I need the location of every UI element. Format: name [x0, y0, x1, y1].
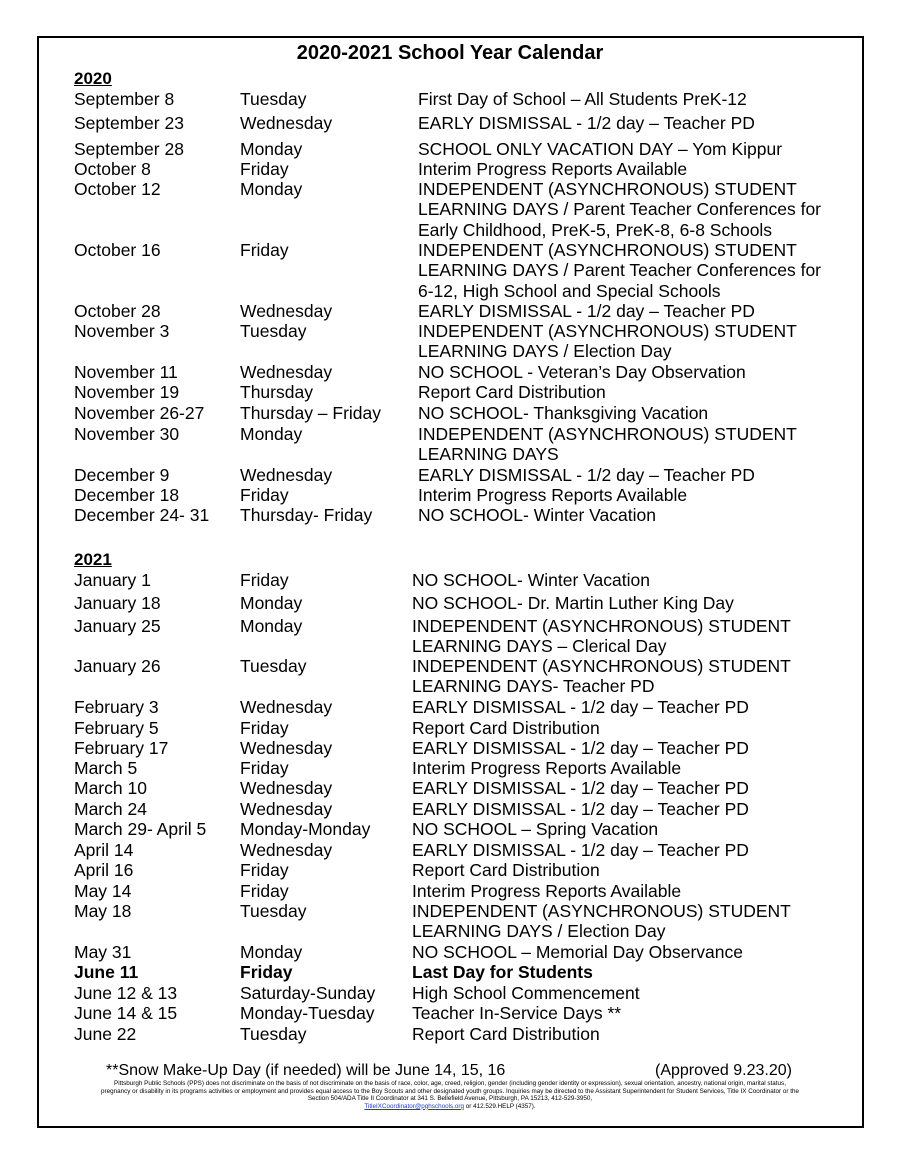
row-description: INDEPENDENT (ASYNCHRONOUS) STUDENT LEARNING DAYS — [418, 424, 797, 465]
row-day: Wednesday — [240, 840, 333, 860]
row-description: NO SCHOOL- Dr. Martin Luther King Day — [412, 593, 734, 613]
row-day: Tuesday — [240, 901, 307, 921]
row-date: June 14 & 15 — [74, 1003, 178, 1023]
row-day: Monday — [240, 942, 303, 962]
snow-makeup-note: **Snow Make-Up Day (if needed) will be June 14, 15, 16 — [106, 1062, 506, 1079]
row-date: January 1 — [74, 570, 151, 590]
row-day: Monday — [240, 139, 303, 159]
row-description: EARLY DISMISSAL - 1/2 day – Teacher PD — [412, 840, 749, 860]
non-discrimination-notice — [100, 1080, 800, 1110]
row-description: EARLY DISMISSAL - 1/2 day – Teacher PD — [418, 465, 755, 485]
row-day: Monday-Monday — [240, 819, 371, 839]
row-description: INDEPENDENT (ASYNCHRONOUS) STUDENT LEARNING DAYS / Election Day — [412, 901, 791, 942]
row-description: EARLY DISMISSAL - 1/2 day – Teacher PD — [412, 738, 749, 758]
row-day: Monday — [240, 179, 303, 199]
row-day: Thursday — [240, 382, 313, 402]
row-day: Monday — [240, 593, 303, 613]
row-description: Interim Progress Reports Available — [412, 758, 682, 778]
row-date: November 3 — [74, 321, 170, 341]
row-date: March 29- April 5 — [74, 819, 207, 839]
row-date: October 12 — [74, 179, 161, 199]
row-description: EARLY DISMISSAL - 1/2 day – Teacher PD — [412, 697, 749, 717]
row-day: Thursday – Friday — [240, 403, 382, 423]
row-description: High School Commencement — [412, 983, 640, 1003]
row-day: Monday — [240, 616, 303, 636]
row-description: Interim Progress Reports Available — [418, 485, 688, 505]
row-date: November 11 — [74, 362, 178, 382]
row-day: Monday — [240, 424, 303, 444]
row-description: Interim Progress Reports Available — [412, 881, 682, 901]
row-description: NO SCHOOL - Veteran’s Day Observation — [418, 362, 746, 382]
row-day: Tuesday — [240, 656, 307, 676]
page-title: 2020-2021 School Year Calendar — [296, 42, 604, 64]
row-description: EARLY DISMISSAL - 1/2 day – Teacher PD — [418, 113, 755, 133]
row-day: Wednesday — [240, 113, 333, 133]
row-description: NO SCHOOL- Winter Vacation — [412, 570, 650, 590]
row-date: June 11 — [74, 962, 139, 982]
row-description: Last Day for Students — [412, 962, 593, 982]
row-day: Tuesday — [240, 1024, 307, 1044]
row-description: INDEPENDENT (ASYNCHRONOUS) STUDENT LEARNING DAYS – Clerical Day — [412, 616, 791, 657]
help-phone-text: or 412.529.HELP (4357). — [465, 1102, 536, 1110]
approval-date: (Approved 9.23.20) — [655, 1062, 792, 1079]
row-date: October 8 — [74, 159, 151, 179]
row-description: SCHOOL ONLY VACATION DAY – Yom Kippur — [418, 139, 783, 159]
row-day: Wednesday — [240, 799, 333, 819]
row-day: Friday — [240, 570, 289, 590]
row-day: Monday-Tuesday — [240, 1003, 375, 1023]
row-day: Thursday- Friday — [240, 505, 373, 525]
row-description: Report Card Distribution — [418, 382, 606, 402]
row-description: INDEPENDENT (ASYNCHRONOUS) STUDENT LEARNING DAYS- Teacher PD — [412, 656, 791, 697]
row-description: EARLY DISMISSAL - 1/2 day – Teacher PD — [412, 778, 749, 798]
row-description: Teacher In-Service Days ** — [412, 1003, 622, 1023]
row-description: NO SCHOOL – Spring Vacation — [412, 819, 659, 839]
row-day: Friday — [240, 860, 289, 880]
row-date: February 3 — [74, 697, 159, 717]
row-day: Friday — [240, 718, 289, 738]
row-day: Friday — [240, 240, 289, 260]
row-date: June 22 — [74, 1024, 137, 1044]
row-day: Friday — [240, 881, 289, 901]
row-day: Tuesday — [240, 321, 307, 341]
row-date: January 25 — [74, 616, 161, 636]
row-description: NO SCHOOL- Thanksgiving Vacation — [418, 403, 709, 423]
row-date: October 16 — [74, 240, 161, 260]
row-description: Report Card Distribution — [412, 718, 600, 738]
row-day: Wednesday — [240, 697, 333, 717]
row-date: November 26-27 — [74, 403, 205, 423]
row-day: Saturday-Sunday — [240, 983, 376, 1003]
row-date: May 31 — [74, 942, 132, 962]
row-day: Wednesday — [240, 465, 333, 485]
row-date: June 12 & 13 — [74, 983, 178, 1003]
row-date: May 14 — [74, 881, 132, 901]
row-date: January 26 — [74, 656, 161, 676]
row-date: December 24- 31 — [74, 505, 210, 525]
row-date: December 9 — [74, 465, 170, 485]
disclaimer-text: Pittsburgh Public Schools (PPS) does not discriminate on the basis of not discriminate on the basis of race, color, age, creed, religion, gender (including gender identity or expression), sexual orientation, ancestry, national origin, marital status, pregnancy or disability in its programs activities or employment and provides equal access to the Boy Scouts and other designated youth groups. Inquiries may be directed to the Assistant Superintendent for Student Services, Title IX Coordinator or the Section 504/ADA Title II Coordinator at 341 S. Bellefield Avenue, Pittsburgh, PA 15213, 412-529-3950, — [101, 1080, 799, 1103]
row-day: Wednesday — [240, 362, 333, 382]
row-date: December 18 — [74, 485, 180, 505]
row-description: Report Card Distribution — [412, 1024, 600, 1044]
row-date: September 28 — [74, 139, 184, 159]
row-date: October 28 — [74, 301, 161, 321]
row-date: May 18 — [74, 901, 132, 921]
row-day: Friday — [240, 159, 289, 179]
row-day: Tuesday — [240, 89, 307, 109]
row-date: November 30 — [74, 424, 180, 444]
row-description: EARLY DISMISSAL - 1/2 day – Teacher PD — [412, 799, 749, 819]
row-description: EARLY DISMISSAL - 1/2 day – Teacher PD — [418, 301, 755, 321]
row-description: INDEPENDENT (ASYNCHRONOUS) STUDENT LEARNING DAYS / Parent Teacher Conferences for 6-12, High School and Special Schools — [418, 240, 822, 301]
row-description: First Day of School – All Students PreK-12 — [418, 89, 747, 109]
row-description: Report Card Distribution — [412, 860, 600, 880]
row-date: February 17 — [74, 738, 169, 758]
row-date: September 23 — [74, 113, 184, 133]
row-day: Wednesday — [240, 738, 333, 758]
year-heading-2021: 2021 — [74, 550, 112, 569]
row-date: March 10 — [74, 778, 147, 798]
title-ix-email-link[interactable]: TitleIXCoordinator@pghschools.org — [364, 1102, 464, 1110]
row-description: NO SCHOOL – Memorial Day Observance — [412, 942, 743, 962]
row-date: April 14 — [74, 840, 134, 860]
row-date: April 16 — [74, 860, 134, 880]
row-description: Interim Progress Reports Available — [418, 159, 688, 179]
row-description: INDEPENDENT (ASYNCHRONOUS) STUDENT LEARNING DAYS / Election Day — [418, 321, 797, 362]
row-day: Friday — [240, 758, 289, 778]
row-day: Friday — [240, 962, 293, 982]
row-day: Friday — [240, 485, 289, 505]
row-date: March 24 — [74, 799, 147, 819]
row-description: NO SCHOOL- Winter Vacation — [418, 505, 656, 525]
row-date: November 19 — [74, 382, 180, 402]
row-date: March 5 — [74, 758, 138, 778]
row-date: February 5 — [74, 718, 159, 738]
row-day: Wednesday — [240, 301, 333, 321]
row-day: Wednesday — [240, 778, 333, 798]
row-date: September 8 — [74, 89, 175, 109]
row-date: January 18 — [74, 593, 161, 613]
row-description: INDEPENDENT (ASYNCHRONOUS) STUDENT LEARNING DAYS / Parent Teacher Conferences for Early Childhood, PreK-5, PreK-8, 6-8 Schools — [418, 179, 822, 240]
year-heading-2020: 2020 — [74, 69, 112, 88]
